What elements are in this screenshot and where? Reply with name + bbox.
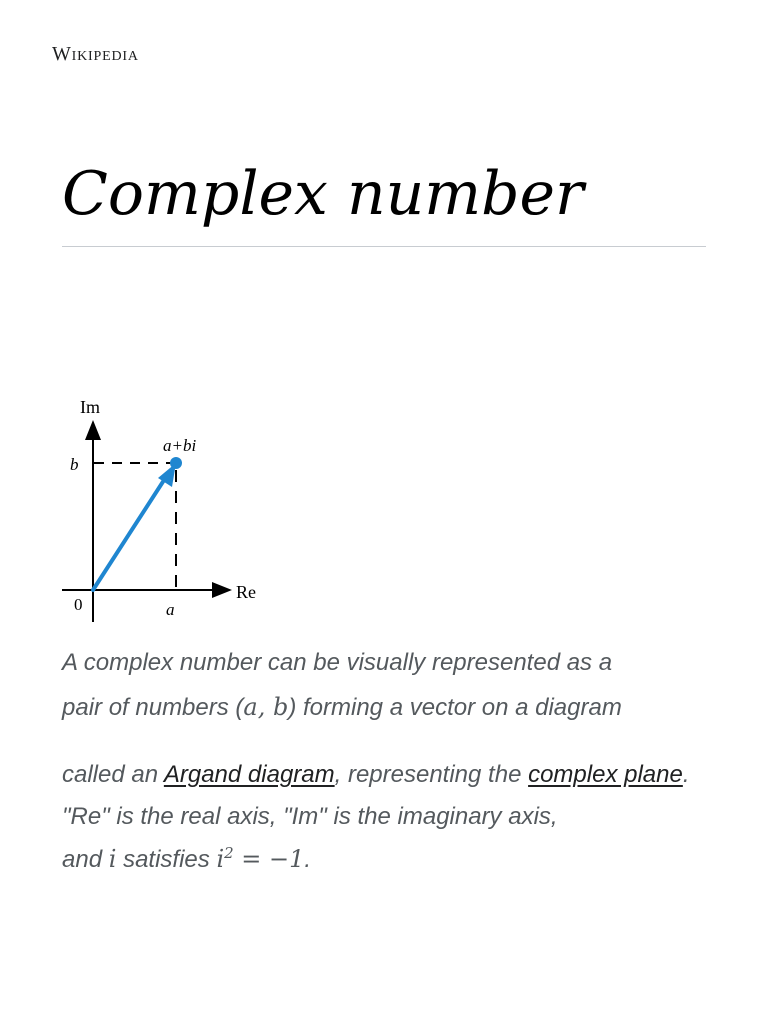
complex-plane-link[interactable]: complex plane <box>528 761 683 788</box>
caption-line-4-mid: satisfies <box>116 846 217 873</box>
im-axis-arrowhead <box>85 420 101 440</box>
figure-caption-intro <box>62 641 722 730</box>
origin-label: 0 <box>74 595 83 614</box>
caption-line-3-start: called an <box>62 761 164 788</box>
caption-line-2-end: ) forming a vector on a diagram <box>288 694 622 721</box>
caption-period: . <box>304 846 312 873</box>
point-label: a+bi <box>163 436 197 455</box>
wikipedia-wordmark[interactable]: Wikipedia <box>52 43 139 65</box>
caption-line-3-end: . "Re" is the real axis, "Im" is the imaginary axis, <box>62 761 690 830</box>
equation-exponent: 2 <box>224 844 234 862</box>
imaginary-unit-symbol: i <box>108 845 117 873</box>
caption-pair: a, b <box>243 693 289 721</box>
argand-diagram[interactable] <box>55 395 270 630</box>
caption-line-2-start: pair of numbers ( <box>62 694 244 721</box>
caption-line-1: A complex number can be visually represented as a <box>62 649 613 676</box>
title-divider <box>62 246 706 247</box>
equation-base: i <box>216 845 225 873</box>
argand-diagram-link[interactable]: Argand diagram <box>163 761 335 788</box>
equation <box>216 845 304 873</box>
vector-line <box>93 477 166 590</box>
caption-line-4-start: and <box>62 846 109 873</box>
page-title: Complex number <box>62 159 584 229</box>
a-label: a <box>166 600 175 619</box>
im-axis-label: Im <box>80 397 100 417</box>
re-axis-label: Re <box>236 582 256 602</box>
caption-line-3-mid: , representing the <box>334 761 529 788</box>
equation-result: = −1 <box>233 845 305 873</box>
b-label: b <box>70 455 79 474</box>
figure-caption-details <box>62 754 722 881</box>
vector-point <box>170 457 182 469</box>
re-axis-arrowhead <box>212 582 232 598</box>
